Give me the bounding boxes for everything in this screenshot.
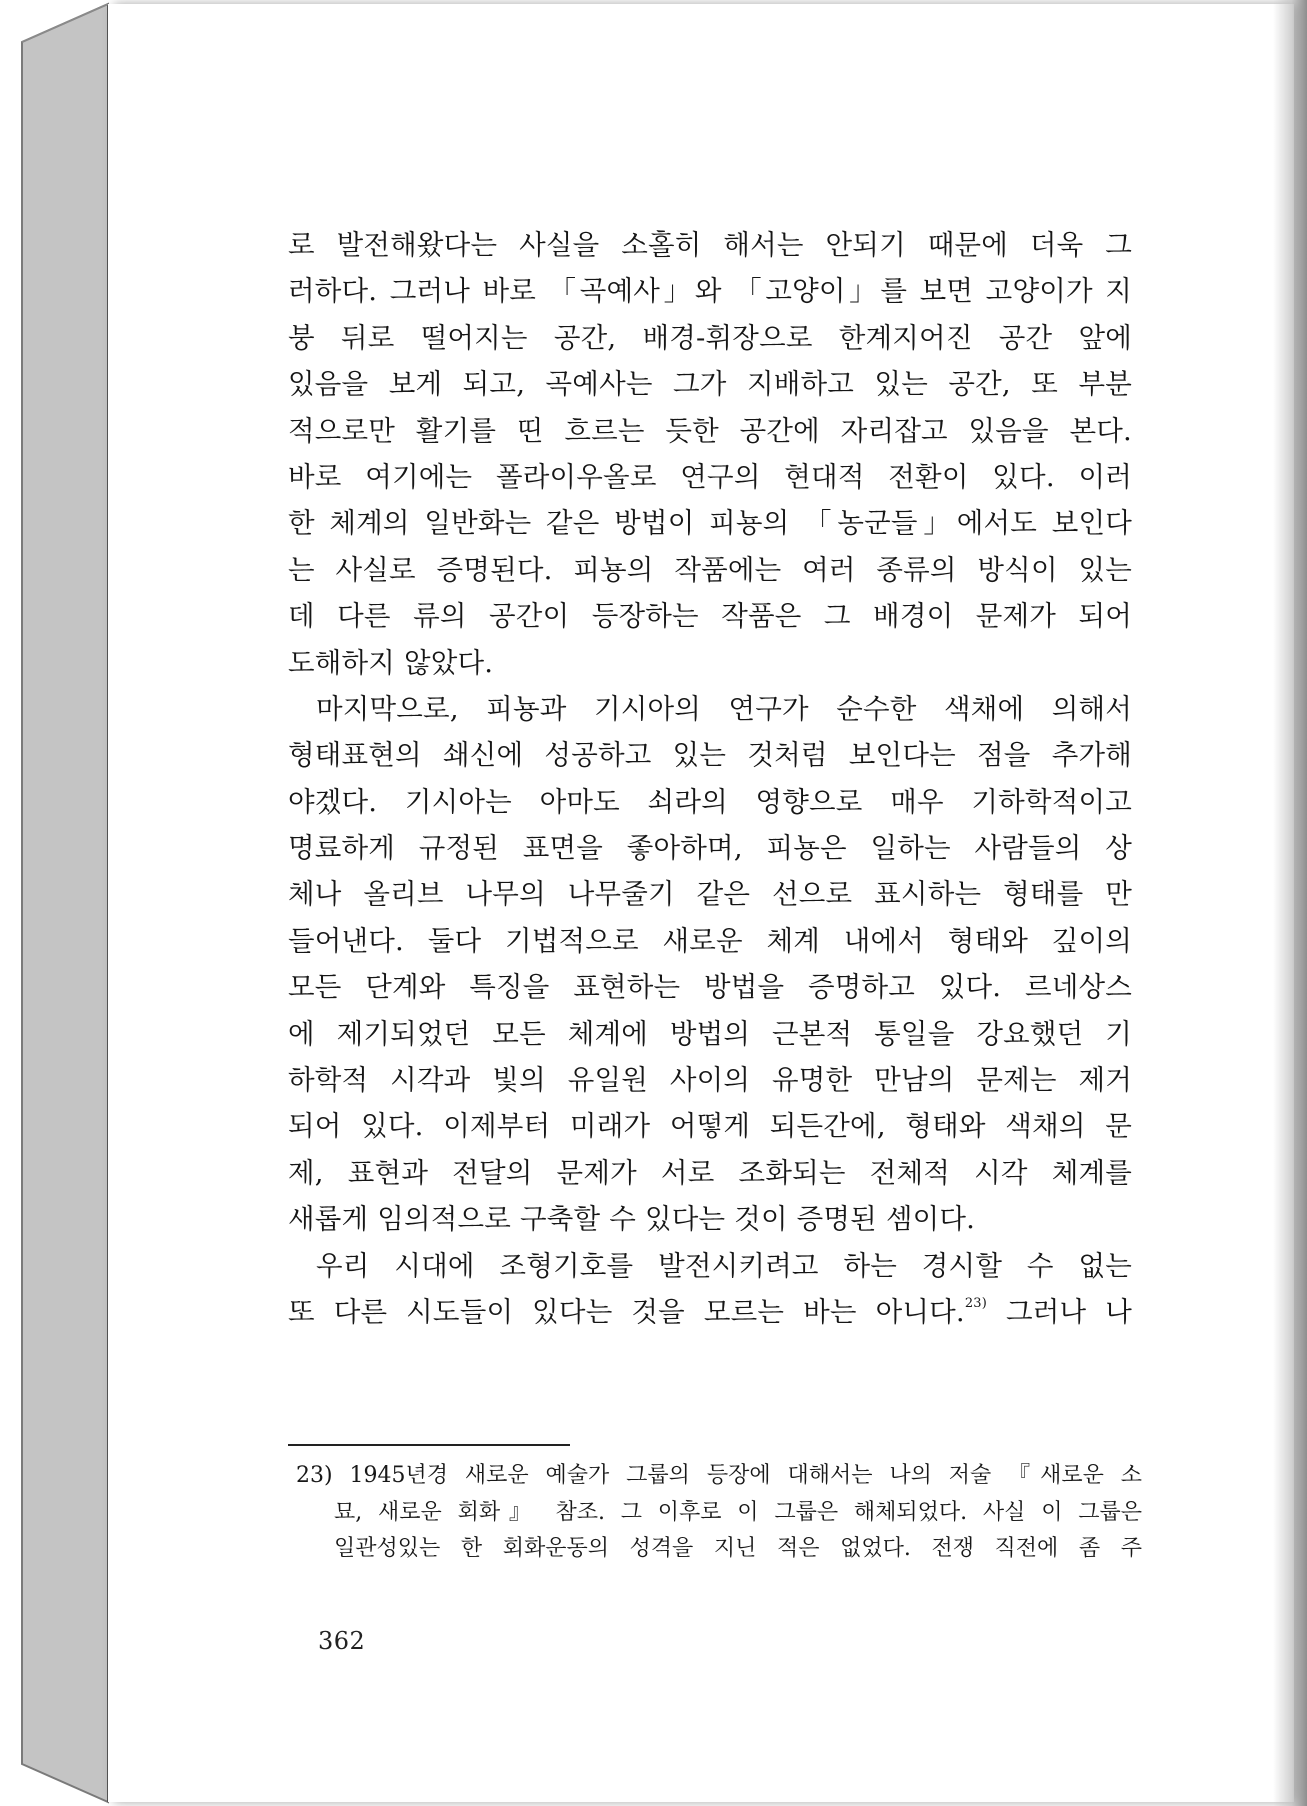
footnote-divider <box>288 1444 570 1446</box>
footnote-line: 일관성있는 한 회화운동의 성격을 지닌 적은 없었다. 전쟁 직전에 좀 주 <box>334 1536 1142 1561</box>
text-line: 마지막으로, 피뇽과 기시아의 연구가 순수한 색채에 의해서 <box>316 692 1132 725</box>
body-text <box>288 222 1132 1335</box>
footnote-reference: 23) <box>964 1295 988 1311</box>
text-line: 야겠다. 기시아는 아마도 쇠라의 영향으로 매우 기하학적이고 <box>288 785 1132 818</box>
text-line: 체나 올리브 나무의 나무줄기 같은 선으로 표시하는 형태를 만 <box>288 878 1132 911</box>
text-line: 새롭게 임의적으로 구축할 수 있다는 것이 증명된 셈이다. <box>288 1203 976 1236</box>
text-line: 한 체계의 일반화는 같은 방법이 피뇽의 「농군들」에서도 보인다 <box>288 507 1132 540</box>
text-line: 되어 있다. 이제부터 미래가 어떻게 되든간에, 형태와 색채의 문 <box>288 1110 1132 1143</box>
text-line-part: 그러나 나 <box>1005 1295 1132 1328</box>
text-line: 데 다른 류의 공간이 등장하는 작품은 그 배경이 문제가 되어 <box>288 600 1132 633</box>
text-line-part: 또 다른 시도들이 있다는 것을 모르는 바는 아니다. <box>288 1295 965 1328</box>
text-line: 명료하게 규정된 표면을 좋아하며, 피뇽은 일하는 사람들의 상 <box>288 832 1132 865</box>
text-line: 하학적 시각과 빛의 유일원 사이의 유명한 만남의 문제는 제거 <box>288 1064 1132 1097</box>
text-line: 도해하지 않았다. <box>288 646 494 679</box>
text-line: 바로 여기에는 폴라이우올로 연구의 현대적 전환이 있다. 이러 <box>288 460 1132 493</box>
footnote-line: 묘, 새로운 회화』 참조. 그 이후로 이 그룹은 해체되었다. 사실 이 그룹은 <box>334 1499 1142 1525</box>
text-line: 에 제기되었던 모든 체계에 방법의 근본적 통일을 강요했던 기 <box>288 1017 1132 1050</box>
footnote-line: 23) 1945년경 새로운 예술가 그룹의 등장에 대해서는 나의 저술 『새로운 소 <box>296 1463 1142 1488</box>
text-line: 제, 표현과 전달의 문제가 서로 조화되는 전체적 시각 체계를 <box>288 1156 1132 1189</box>
page-number: 362 <box>318 1627 366 1655</box>
text-line: 붕 뒤로 떨어지는 공간, 배경-휘장으로 한계지어진 공간 앞에 <box>288 321 1132 354</box>
text-line: 들어낸다. 둘다 기법적으로 새로운 체계 내에서 형태와 깊이의 <box>288 924 1132 957</box>
text-line: 있음을 보게 되고, 곡예사는 그가 지배하고 있는 공간, 또 부분 <box>288 368 1132 401</box>
footnote <box>296 1458 1142 1568</box>
text-line: 모든 단계와 특징을 표현하는 방법을 증명하고 있다. 르네상스 <box>288 971 1132 1004</box>
text-line: 형태표현의 쇄신에 성공하고 있는 것처럼 보인다는 점을 추가해 <box>288 739 1132 772</box>
page-right-edge-shadow <box>1273 0 1307 1806</box>
text-line-with-footnote-ref <box>288 1289 1132 1335</box>
text-line: 로 발전해왔다는 사실을 소홀히 해서는 안되기 때문에 더욱 그 <box>288 229 1132 261</box>
text-line: 는 사실로 증명된다. 피뇽의 작품에는 여러 종류의 방식이 있는 <box>288 553 1132 586</box>
text-line: 러하다. 그러나 바로 「곡예사」와 「고양이」를 보면 고양이가 지 <box>288 275 1132 308</box>
text-line: 적으로만 활기를 띤 흐르는 듯한 공간에 자리잡고 있음을 본다. <box>288 414 1132 447</box>
text-line: 우리 시대에 조형기호를 발전시키려고 하는 경시할 수 없는 <box>316 1249 1132 1282</box>
